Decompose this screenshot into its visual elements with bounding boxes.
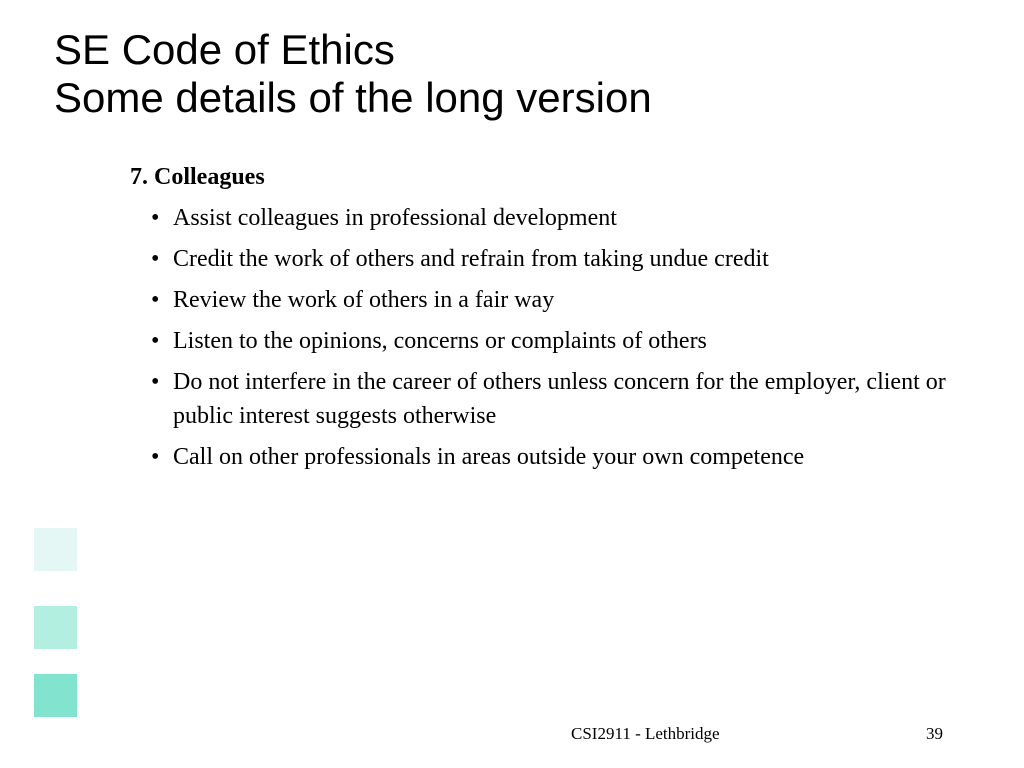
bullet-item xyxy=(151,283,990,317)
slide-title xyxy=(54,26,652,122)
decor-square-medium xyxy=(34,606,77,649)
decor-square-dark xyxy=(34,674,77,717)
bullet-item xyxy=(151,440,990,474)
bullet-item xyxy=(151,324,990,358)
slide-content xyxy=(130,160,990,481)
bullet-text: Call on other professionals in areas outside your own competence xyxy=(173,444,805,470)
footer-course: CSI2911 - Lethbridge xyxy=(571,724,720,743)
slide-title-line-1: SE Code of Ethics xyxy=(54,26,395,73)
bullet-item xyxy=(151,242,990,276)
decor-square-light xyxy=(34,528,77,571)
bullet-text: Assist colleagues in professional development xyxy=(173,205,617,231)
bullet-item xyxy=(151,365,990,433)
bullet-text: Credit the work of others and refrain from taking undue credit xyxy=(173,246,769,272)
bullet-icon: • xyxy=(151,444,160,470)
bullet-text: Review the work of others in a fair way xyxy=(173,287,555,313)
bullet-icon: • xyxy=(151,328,160,354)
slide-title-line-2: Some details of the long version xyxy=(54,74,652,121)
bullet-text: Listen to the opinions, concerns or complaints of others xyxy=(173,328,707,354)
bullet-icon: • xyxy=(151,369,160,395)
bullet-text: Do not interfere in the career of others unless concern for the employer, client or public interest suggests otherwise xyxy=(173,369,946,429)
slide-number: 39 xyxy=(926,724,943,743)
bullet-icon: • xyxy=(151,205,160,231)
bullet-item xyxy=(151,201,990,235)
bullet-list xyxy=(130,201,990,474)
bullet-icon: • xyxy=(151,246,160,272)
bullet-icon: • xyxy=(151,287,160,313)
section-heading: 7. Colleagues xyxy=(130,164,265,190)
